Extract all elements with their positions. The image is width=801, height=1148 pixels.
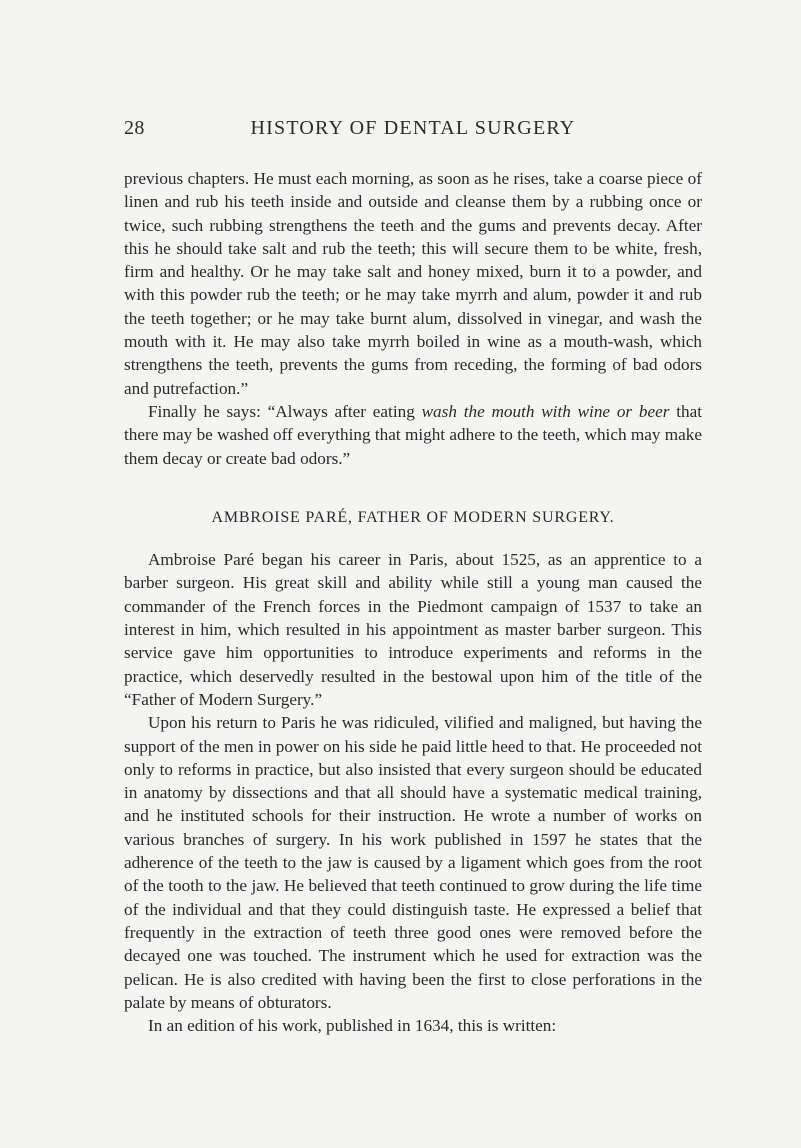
section-heading: AMBROISE PARÉ, FATHER OF MODERN SURGERY.	[211, 508, 615, 526]
paragraph-1634-edition: In an edition of his work, published in 1634, this is written:	[148, 1016, 557, 1036]
advice-text-start: Finally he says: “Always after eating	[148, 401, 422, 421]
advice-text-end: that there may be washed off everything that might adhere to the teeth, which may make them decay or create bad odors.”	[124, 401, 702, 468]
paragraph-pare-reforms: Upon his return to Paris he was ridiculed, vilified and maligned, but having the support of the men in power on his side he paid little heed to that. He proceeded not only to reforms in practice, but also insisted that every surgeon should be educated in anatomy by dissections and that all should have a systematic medical training, and he instituted schools for their instruction. He wrote a number of works on various branches of surgery. In his work published in 1597 he states that the adherence of the teeth to the jaw is caused by a ligament which goes from the root of the tooth to the jaw. He believed that teeth continued to grow during the life time of the individual and that they could distinguish taste. He expressed a belief that frequently in the extraction of teeth three good ones were removed before the decayed one was touched. The instrument which he used for extraction was the pelican. He is also credited with having been the first to close perforations in the palate by means of obturators.	[124, 713, 702, 1012]
page-number: 28	[124, 117, 145, 139]
body-text	[124, 167, 702, 1037]
running-head	[124, 117, 702, 141]
paragraph-tooth-cleaning: previous chapters. He must each morning, as soon as he rises, take a coarse piece of linen and rub his teeth inside and outside and cleanse them by a rubbing once or twice, such rubbing strengthens the teeth and the gums and prevents decay. After this he should take salt and rub the teeth; this will secure them to be white, fresh, firm and healthy. Or he may take salt and honey mixed, burn it to a powder, and with this powder rub the teeth; or he may take myrrh and alum, powder it and rub the teeth together; or he may take burnt alum, dissolved in vinegar, and wash the mouth with it. He may also take myrrh boiled in wine as a mouth-wash, which strengthens the teeth, prevents the gums from receding, the forming of bad odors and putrefaction.”	[124, 169, 702, 398]
advice-italic-phrase: wash the mouth with wine or beer	[421, 401, 670, 421]
paragraph-final-advice	[124, 400, 702, 470]
paragraph-pare-career: Ambroise Paré began his career in Paris, about 1525, as an apprentice to a barber surgeon. His great skill and ability while still a young man caused the commander of the French forces in the Piedmont campaign of 1537 to take an interest in him, which resulted in his appointment as master barber surgeon. This service gave him opportunities to introduce experiments and reforms in the practice, which deservedly resulted in the bestowal upon him of the title of the “Father of Modern Surgery.”	[124, 550, 702, 709]
running-title: HISTORY OF DENTAL SURGERY	[250, 117, 576, 139]
